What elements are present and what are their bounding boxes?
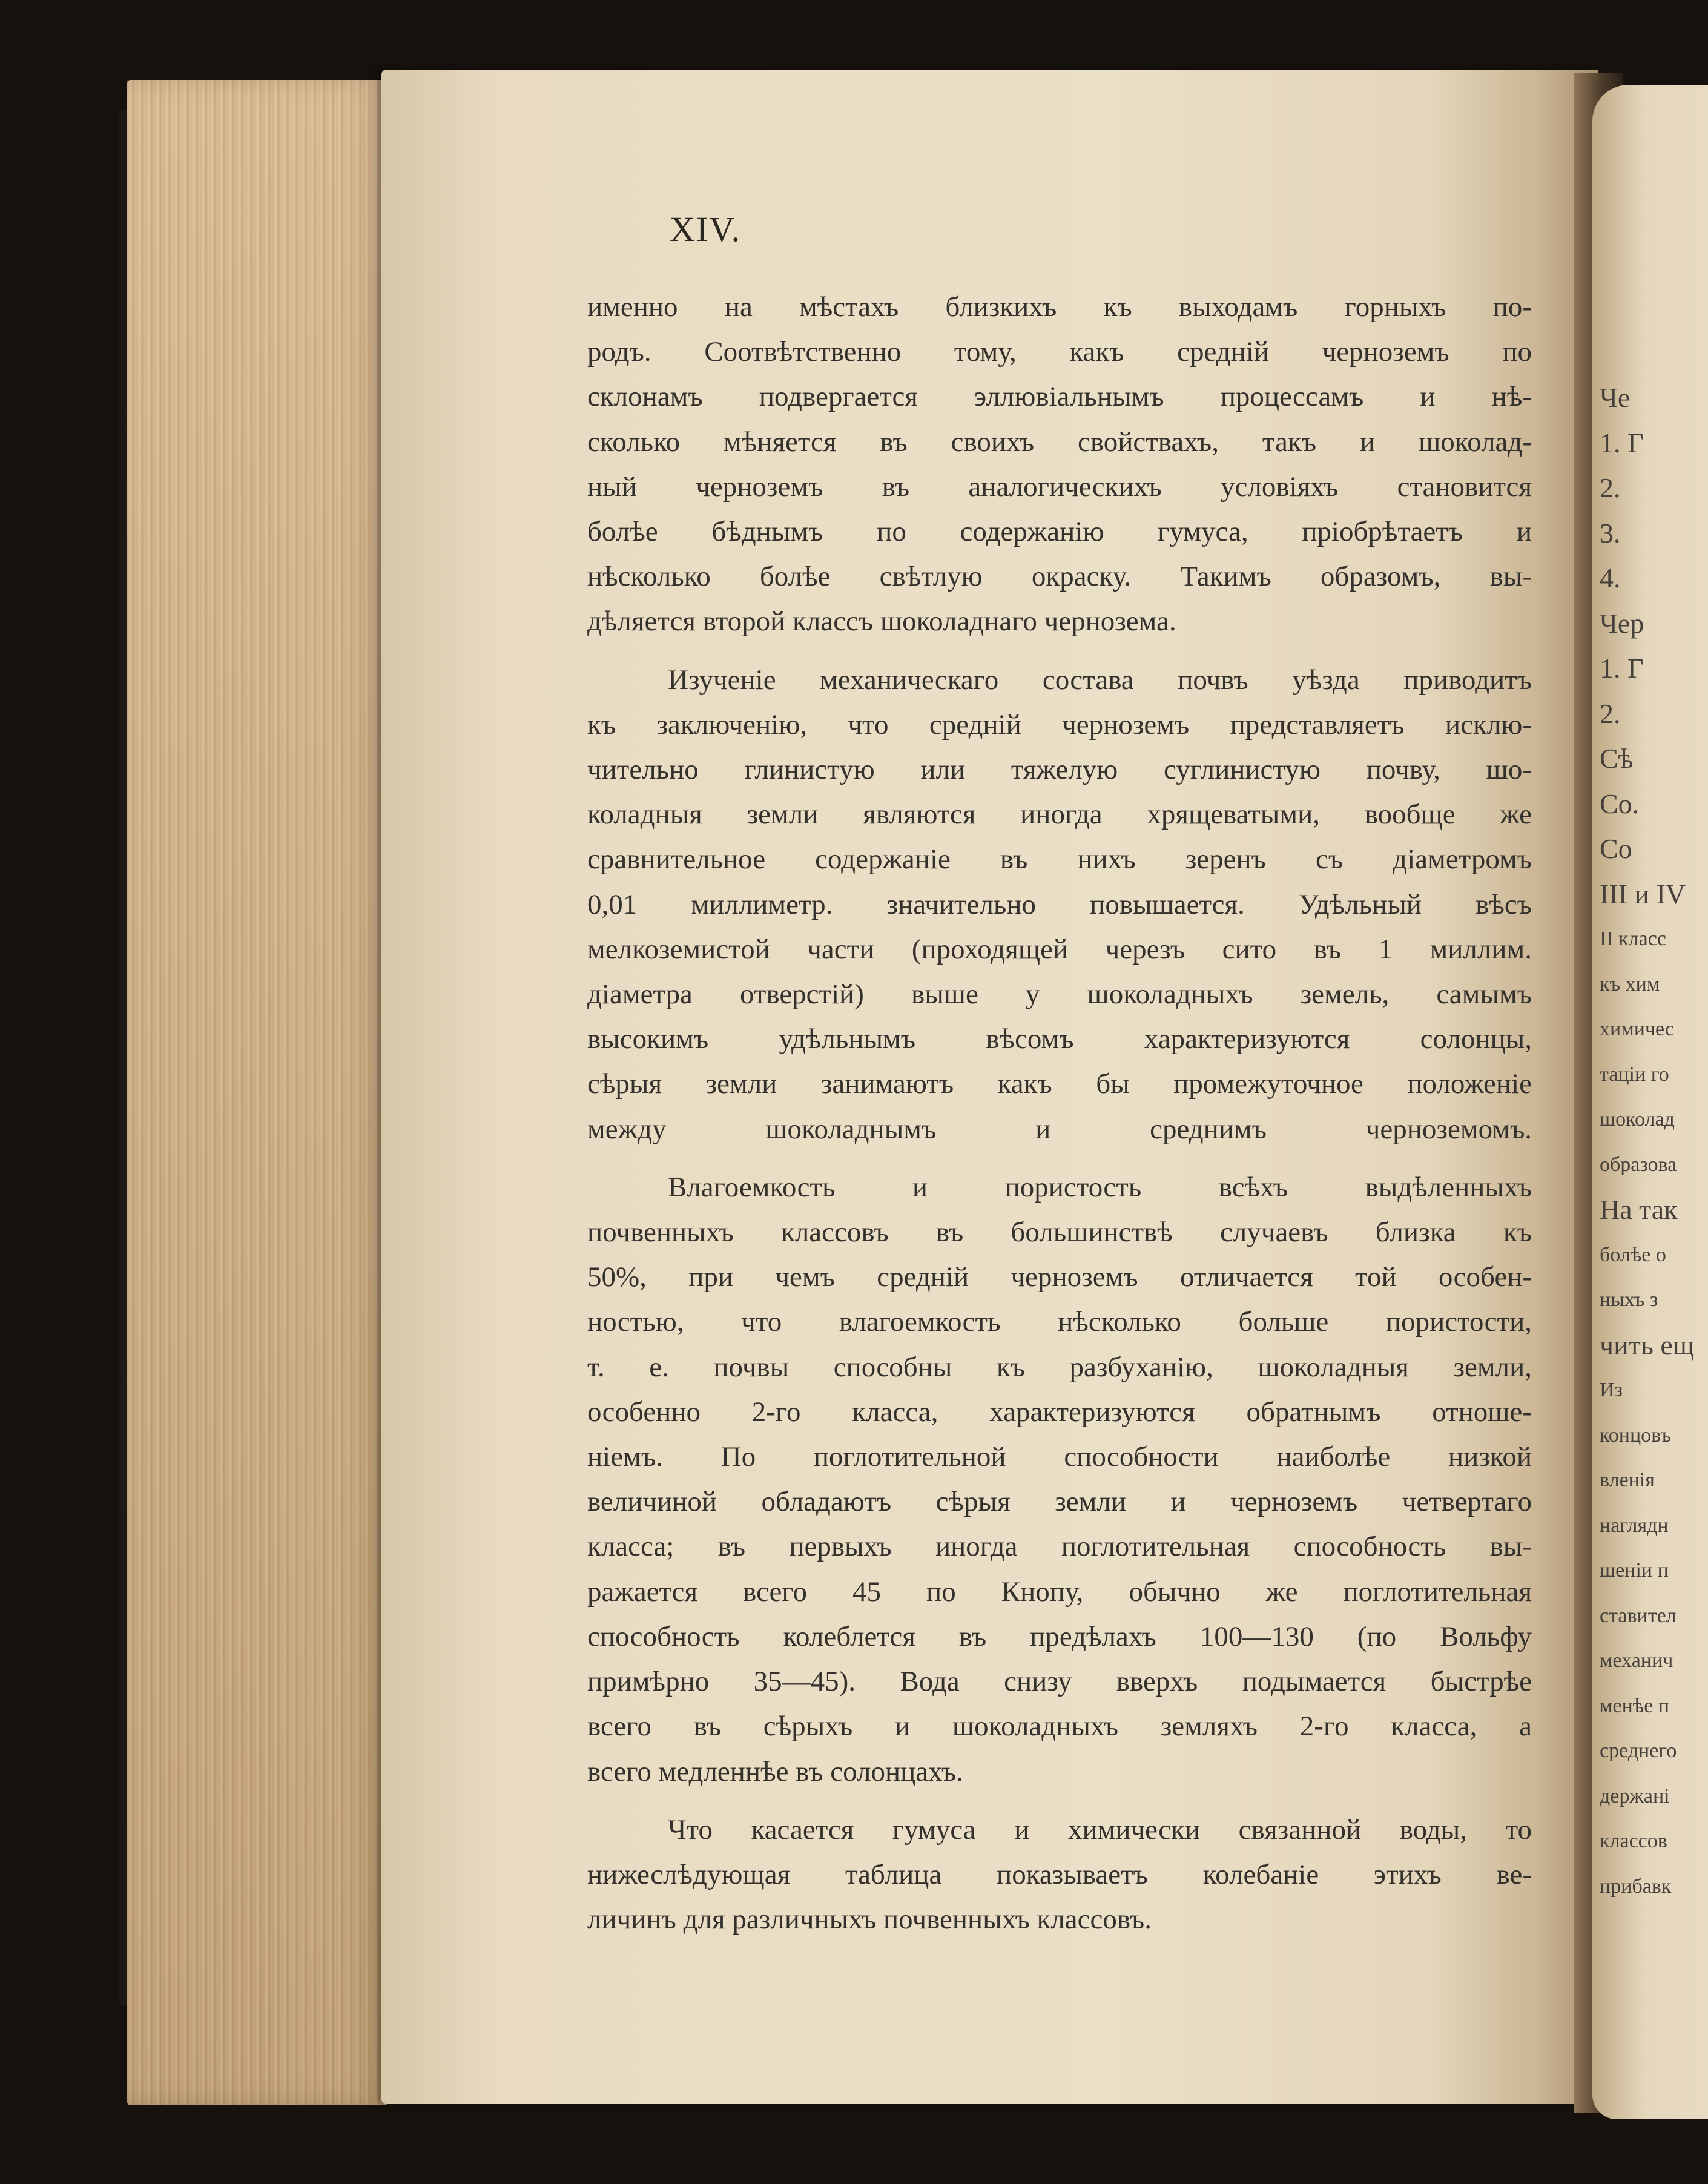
text-line: ставител	[1600, 1604, 1677, 1627]
text-line: величиной обладаютъ сѣрыя земли и черноземъ четвертаго	[587, 1486, 1532, 1518]
text-line: 1. Г	[1600, 427, 1644, 458]
text-line: химичес	[1600, 1018, 1675, 1040]
text-line: дѣляется второй классъ шоколаднаго чернозема.	[587, 605, 1176, 638]
text-line: ражается всего 45 по Кнопу, обычно же поглотительная	[587, 1575, 1532, 1608]
paragraph-4	[587, 1807, 1532, 1942]
text-line: 4.	[1600, 562, 1621, 593]
text-line: т. е. почвы способны къ разбуханiю, шоколадныя земли,	[587, 1351, 1532, 1383]
text-line: вленiя	[1600, 1469, 1655, 1491]
text-line: механич	[1600, 1649, 1673, 1672]
text-line: наглядн	[1600, 1514, 1669, 1537]
text-line: 2.	[1600, 472, 1621, 503]
text-line: сравнительное содержанiе въ нихъ зеренъ съ дiаметромъ	[587, 843, 1532, 876]
text-line: шенiи п	[1600, 1559, 1669, 1582]
next-page-fragments	[1600, 375, 1708, 1909]
text-line: менѣе п	[1600, 1694, 1670, 1717]
text-line: Из	[1600, 1379, 1623, 1401]
text-line: Со.	[1600, 788, 1640, 819]
text-line: Влагоемкость и пористость всѣхъ выдѣленныхъ	[668, 1171, 1532, 1203]
text-line: именно на мѣстахъ близкихъ къ выходамъ горныхъ по-	[587, 291, 1532, 323]
text-line: На так	[1600, 1194, 1678, 1225]
text-line: высокимъ удѣльнымъ вѣсомъ характеризуются солонцы,	[587, 1023, 1532, 1055]
paragraph-3	[587, 1165, 1532, 1794]
text-line: III и IV	[1600, 878, 1686, 909]
text-line: нiемъ. По поглотительной способности наиболѣе низкой	[587, 1441, 1532, 1473]
paragraph-2	[587, 658, 1532, 1152]
text-line: всего медленнѣе въ солонцахъ.	[587, 1755, 963, 1787]
text-line: 2.	[1600, 698, 1621, 729]
text-line: Сѣ	[1600, 743, 1634, 774]
text-line: болѣе о	[1600, 1243, 1666, 1266]
text-line: класса; въ первыхъ иногда поглотительная способность вы-	[587, 1531, 1532, 1563]
text-line: нижеслѣдующая таблица показываетъ колебанiе этихъ ве-	[587, 1858, 1532, 1890]
text-line: Со	[1600, 833, 1632, 864]
text-line: ный черноземъ въ аналогическихъ условiяхъ становится	[587, 470, 1532, 503]
text-line: 1. Г	[1600, 653, 1644, 684]
text-line: къ заключенiю, что среднiй черноземъ представляетъ исклю-	[587, 708, 1532, 741]
page-body	[587, 285, 1532, 1955]
text-line: 0,01 миллиметр. значительно повышается. Удѣльный вѣсъ	[587, 888, 1532, 920]
text-line: Что касается гумуса и химически связанной воды, то	[668, 1813, 1532, 1846]
text-line: тацiи го	[1600, 1063, 1669, 1086]
text-line: къ хим	[1600, 972, 1660, 995]
text-line: держанi	[1600, 1784, 1670, 1807]
text-line: всего въ сѣрыхъ и шоколадныхъ земляхъ 2-го класса, а	[587, 1711, 1532, 1743]
text-line: концовъ	[1600, 1424, 1671, 1447]
text-line: примѣрно 35—45). Вода снизу вверхъ подымается быстрѣе	[587, 1666, 1532, 1698]
text-line: болѣе бѣднымъ по содержанiю гумуса, прiобрѣтаетъ и	[587, 516, 1532, 548]
text-line: между шоколаднымъ и среднимъ черноземомъ.	[587, 1113, 1532, 1145]
text-line: Чер	[1600, 607, 1644, 639]
paragraph-1	[587, 285, 1532, 644]
text-line: способность колеблется въ предѣлахъ 100—130 (по Вольфу	[587, 1620, 1532, 1652]
text-line: чительно глинистую или тяжелую суглинистую почву, шо-	[587, 754, 1532, 786]
text-line: особенно 2-го класса, характеризуются обратнымъ отноше-	[587, 1396, 1532, 1428]
text-line: ныхъ з	[1600, 1288, 1658, 1311]
text-line: личинъ для различныхъ почвенныхъ классовъ.	[587, 1904, 1152, 1936]
text-line: классов	[1600, 1830, 1667, 1852]
text-line: среднего	[1600, 1740, 1677, 1762]
text-line: чить ещ	[1600, 1329, 1695, 1361]
text-line: прибавк	[1600, 1875, 1672, 1898]
page-edges	[127, 80, 387, 2105]
text-line: сѣрыя земли занимаютъ какъ бы промежуточное положенiе	[587, 1068, 1532, 1100]
text-line: мелкоземистой части (проходящей черезъ сито въ 1 миллим.	[587, 933, 1532, 965]
text-line: Че	[1600, 382, 1631, 413]
text-line: коладныя земли являются иногда хрящеватыми, вообще же	[587, 799, 1532, 831]
text-line: 3.	[1600, 517, 1621, 549]
text-line: 50%, при чемъ среднiй черноземъ отличается той особен-	[587, 1261, 1532, 1293]
page-number: XIV.	[670, 209, 742, 249]
text-line: ностью, что влагоемкость нѣсколько больше пористости,	[587, 1306, 1532, 1338]
text-line: II класс	[1600, 928, 1666, 950]
text-line: склонамъ подвергается эллювiальнымъ процессамъ и нѣ-	[587, 381, 1532, 413]
text-line: нѣсколько болѣе свѣтлую окраску. Такимъ образомъ, вы-	[587, 561, 1532, 593]
text-line: образова	[1600, 1153, 1677, 1176]
text-line: дiаметра отверстiй) выше у шоколадныхъ земель, самымъ	[587, 978, 1532, 1011]
text-line: почвенныхъ классовъ въ большинствѣ случаевъ близка къ	[587, 1216, 1532, 1249]
text-line: Изученiе механическаго состава почвъ уѣзда приводитъ	[668, 664, 1532, 696]
text-line: родъ. Соотвѣтственно тому, какъ среднiй черноземъ по	[587, 336, 1532, 368]
text-line: сколько мѣняется въ своихъ свойствахъ, такъ и шоколад-	[587, 426, 1532, 458]
text-line: шоколад	[1600, 1108, 1675, 1130]
